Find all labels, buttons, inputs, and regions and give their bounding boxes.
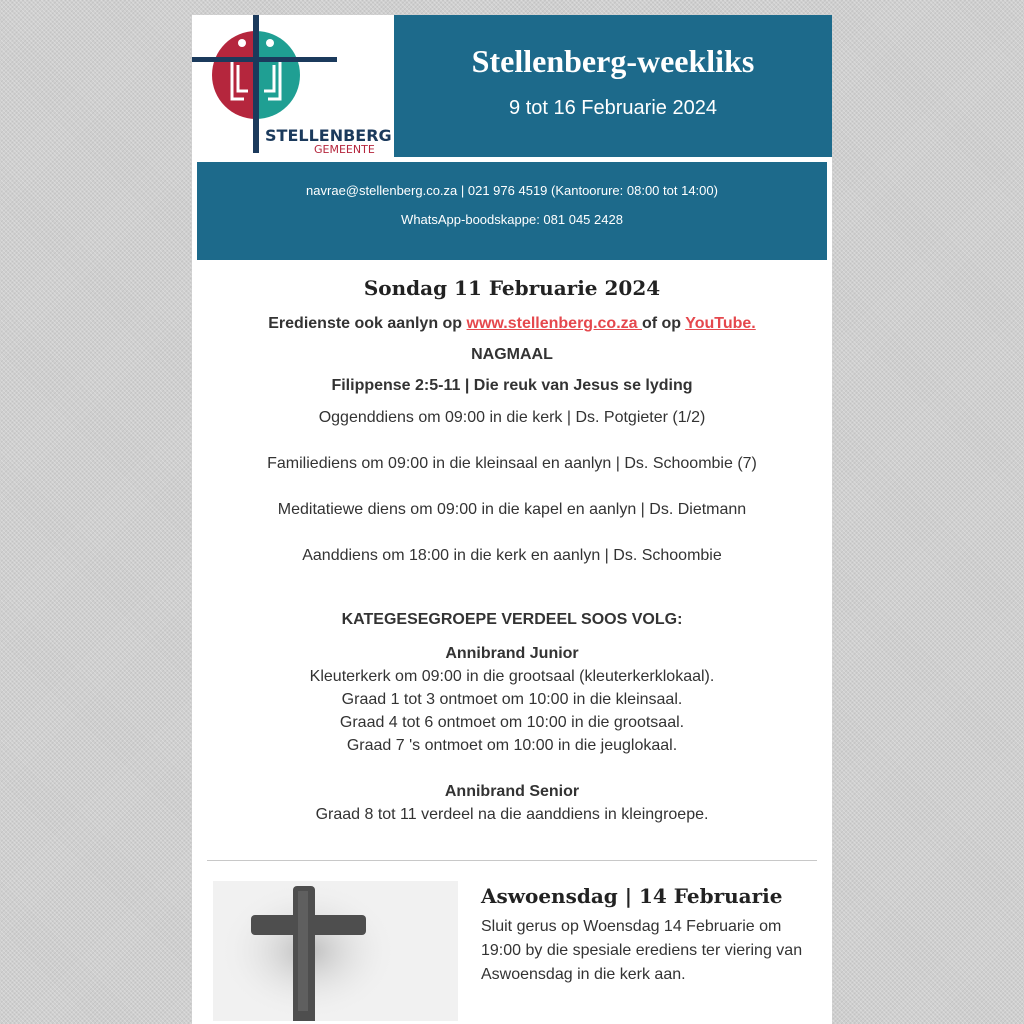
contact-line-2: WhatsApp-boodskappe: 081 045 2428 bbox=[401, 212, 623, 227]
ash-title: Aswoensdag | 14 Februarie bbox=[481, 884, 783, 908]
senior-title: Annibrand Senior bbox=[444, 783, 580, 800]
ash-cross-image bbox=[213, 881, 458, 1021]
contact-line-1: navrae@stellenberg.co.za | 021 976 4519 (Kantoorure: 08:00 tot 14:00) bbox=[306, 183, 718, 198]
online-mid: of op bbox=[641, 315, 686, 332]
online-prefix: Eredienste ook aanlyn op bbox=[268, 315, 467, 332]
scripture-title: Filippense 2:5-11 | Die reuk van Jesus se lyding bbox=[331, 377, 693, 394]
nagmaal-label: NAGMAAL bbox=[471, 346, 553, 363]
website-link[interactable]: www.stellenberg.co.za bbox=[466, 315, 642, 332]
ash-text bbox=[481, 881, 811, 1021]
service-item: Familiediens om 09:00 in die kleinsaal en aanlyn | Ds. Schoombie (7) bbox=[267, 455, 757, 472]
junior-line: Kleuterkerk om 09:00 in die grootsaal (kleuterkerklokaal). bbox=[309, 668, 715, 685]
logo-cross-icon bbox=[192, 15, 394, 157]
newsletter-dates: 9 tot 16 Februarie 2024 bbox=[509, 97, 717, 119]
ash-body: Sluit gerus op Woensdag 14 Februarie om 19:00 by die spesiale erediens ter viering van Aswoensdag in die kerk aan. bbox=[481, 918, 803, 983]
senior-line: Graad 8 tot 11 verdeel na die aanddiens in kleingroepe. bbox=[315, 806, 709, 823]
youtube-link[interactable]: YouTube. bbox=[685, 315, 756, 332]
services-list bbox=[192, 408, 832, 592]
sunday-section bbox=[192, 276, 832, 826]
newsletter bbox=[192, 15, 832, 1024]
header bbox=[192, 15, 832, 157]
online-notice bbox=[192, 315, 832, 333]
service-item: Meditatiewe diens om 09:00 in die kapel en aanlyn | Ds. Dietmann bbox=[277, 501, 747, 518]
stellenberg-logo bbox=[192, 15, 394, 157]
newsletter-title: Stellenberg-weekliks bbox=[471, 43, 755, 79]
logo-name: STELLENBERG bbox=[265, 126, 392, 145]
ash-cross-icon bbox=[213, 881, 458, 1021]
catechesis-heading: KATEGESEGROEPE VERDEEL SOOS VOLG: bbox=[341, 611, 683, 628]
junior-group bbox=[192, 642, 832, 757]
senior-group bbox=[192, 780, 832, 826]
logo-sub: GEMEENTE bbox=[314, 143, 375, 156]
junior-line: Graad 1 tot 3 ontmoet om 10:00 in die kleinsaal. bbox=[341, 691, 683, 708]
junior-title: Annibrand Junior bbox=[445, 645, 579, 662]
ash-wednesday-section bbox=[192, 881, 832, 1021]
junior-line: Graad 7 's ontmoet om 10:00 in die jeuglokaal. bbox=[346, 737, 678, 754]
title-box bbox=[394, 15, 832, 157]
section-divider bbox=[207, 860, 817, 861]
service-item: Oggenddiens om 09:00 in die kerk | Ds. Potgieter (1/2) bbox=[318, 409, 706, 426]
junior-line: Graad 4 tot 6 ontmoet om 10:00 in die grootsaal. bbox=[339, 714, 685, 731]
service-item: Aanddiens om 18:00 in die kerk en aanlyn | Ds. Schoombie bbox=[302, 547, 722, 564]
contact-bar bbox=[197, 162, 827, 260]
sunday-heading: Sondag 11 Februarie 2024 bbox=[363, 276, 661, 300]
